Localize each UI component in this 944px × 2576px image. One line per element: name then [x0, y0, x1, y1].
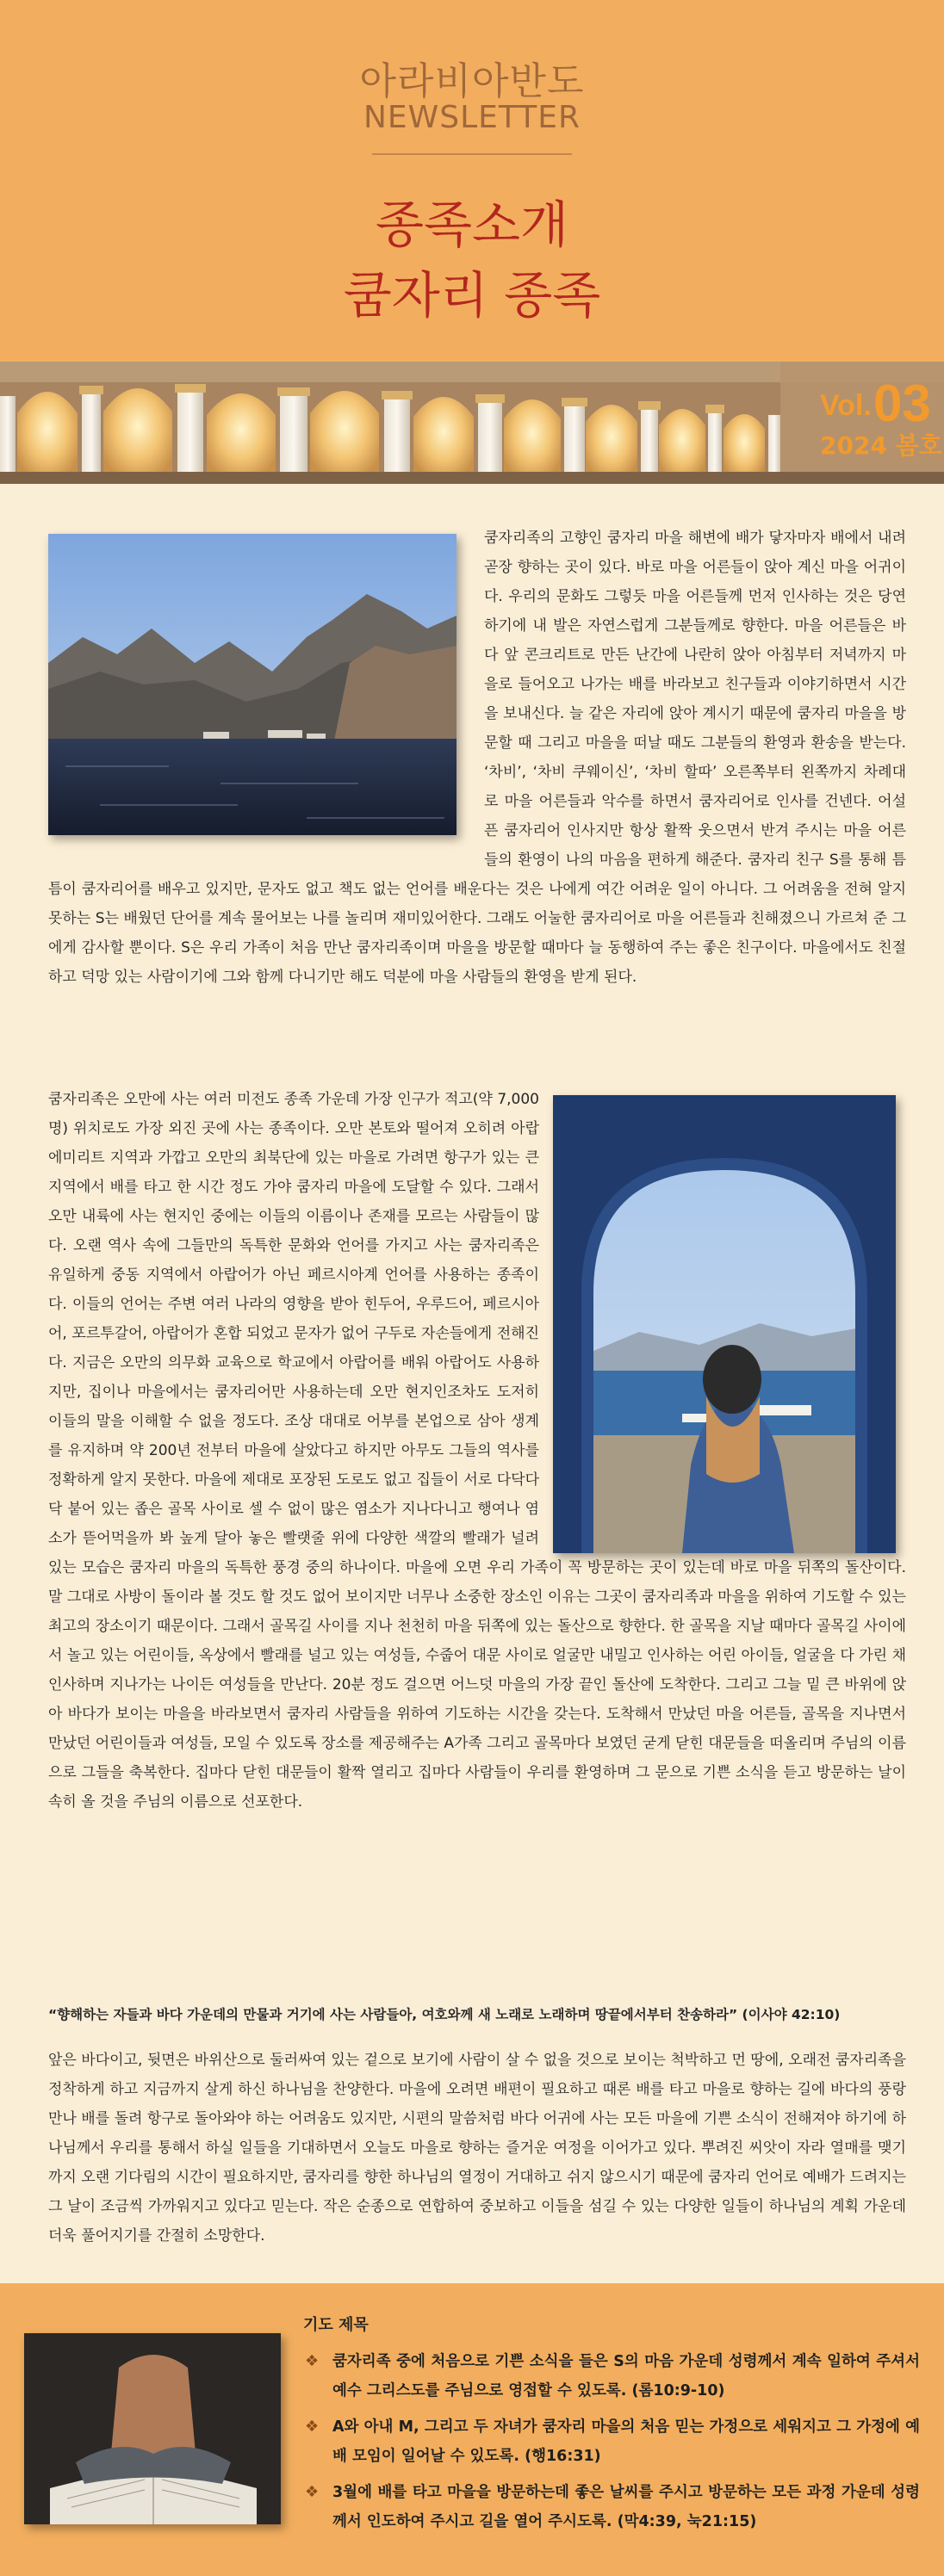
- article-paragraph-1: [48, 523, 906, 992]
- prayer-item-text: 쿰자리족 중에 처음으로 기쁜 소식을 들은 S의 마음 가운데 성령께서 계속 일하여 주셔서 예수 그리스도를 주님으로 영접할 수 있도록. (롬10:9-10): [332, 2353, 920, 2400]
- volume-label: Vol.: [820, 389, 872, 422]
- article-paragraph-1-text: 쿰자리족의 고향인 쿰자리 마을 해변에 배가 닿자마자 배에서 내려 곧장 향하는 곳이 있다. 바로 마을 어른들이 앉아 계신 마을 어귀이다. 우리의 문화도 그렇듯 마을 어른들께 먼저 인사하는 것은 당연하기에 내 발은 자연스럽게 그분들께로 향한다. 마을 어른들은 바다 앞 콘크리트로 만든 난간에 나란히 앉아 아침부터 저녁까지 마을로 들어오고 나가는 배를 바라보고 친구들과 이야기하면서 시간을 보내신다. 늘 같은 자리에 앉아 계시기 때문에 쿰자리 마을을 방문할 때 그리고 마을을 떠날 때도 그분들의 환영과 환송을 받는다. ‘차비’, ‘차비 쿠웨이신’, ‘차비 할따’ 오른쪽부터 왼쪽까지 차례대로 마을 어른들과 악수를 하면서 쿰자리어로 인사를 건넨다. 어설픈 쿰자리어 인사지만 항상 활짝 웃으면서 반겨 주시는 마을 어른들의 환영이 나의 마음을 편하게 해준다. 쿰자리 친구 S를 통해 틈틈이 쿰자리어를 배우고 있지만, 문자도 없고 책도 없는 언어를 배운다는 것은 나에게 여간 어려운 일이 아니다. 그 어려움을 전혀 알지 못하는 S는 배웠던 단어를 계속 물어보는 나를 놀리며 재미있어한다. 그래도 어눌한 쿰자리어로 마을 어른들과 친해졌으니 가르쳐 준 그에게 감사할 뿐이다. S은 우리 가족이 처음 만난 쿰자리족이며 마을을 방문할 때마다 늘 동행하여 주는 좋은 친구이다. 마을에서도 친절하고 덕망 있는 사람이기에 그와 함께 다니기만 해도 덕분에 마을 사람들의 환영을 받게 된다.: [48, 529, 906, 986]
- article-paragraph-3: [48, 2046, 906, 2251]
- scripture-quote: “향해하는 자들과 바다 가운데의 만물과 거기에 사는 사람들아, 여호와께 새 노래로 노래하며 땅끝에서부터 찬송하라” (이사야 42:10): [48, 2007, 841, 2022]
- diamond-bullet-icon: ❖: [305, 2483, 320, 2501]
- photo-spacer: [539, 1085, 906, 1553]
- header: [0, 0, 944, 362]
- article-paragraph-2: [48, 1085, 906, 1817]
- page-title-line2: 쿰자리 종족: [343, 266, 601, 325]
- banner-arches-image: [0, 362, 944, 484]
- brand-korean: 아라비아반도: [359, 59, 585, 103]
- prayer-title: 기도 제목: [303, 2316, 369, 2334]
- brand-newsletter: NEWSLETTER: [363, 100, 581, 135]
- issue-season: 2024 봄호: [820, 431, 942, 460]
- prayer-item: [303, 2347, 920, 2406]
- photo-spacer: [48, 523, 484, 851]
- header-divider: [372, 153, 572, 155]
- diamond-bullet-icon: ❖: [305, 2418, 320, 2436]
- photo-praying-hands: [24, 2333, 281, 2524]
- article-paragraph-2-text: 쿰자리족은 오만에 사는 여러 미전도 종족 가운데 가장 인구가 적고(약 7,000명) 위치로도 가장 외진 곳에 사는 종족이다. 오만 본토와 떨어져 오히려 아랍에미리트 지역과 가깝고 오만의 최북단에 있는 마을로 가려면 항구가 있는 큰 지역에서 배를 타고 한 시간 정도 가야 쿰자리 마을에 도달할 수 있다. 그래서 오만 내륙에 사는 현지인 중에는 이들의 이름이나 존재를 모르는 사람들이 많다. 오랜 역사 속에 그들만의 독특한 문화와 언어를 가지고 사는 쿰자리족은 유일하게 중동 지역에서 아랍어가 아닌 페르시아계 언어를 사용하는 종족이다. 이들의 언어는 주변 여러 나라의 영향을 받아 힌두어, 우루드어, 페르시아어, 포르투갈어, 아랍어가 혼합 되었고 문자가 없어 구두로 자손들에게 전해진다. 지금은 오만의 의무화 교육으로 학교에서 아랍어를 배워 아랍어도 사용하지만, 집이나 마을에서는 쿰자리어만 사용하는데 오만 현지인조차도 도저히 이들의 말을 이해할 수 없을 정도다. 조상 대대로 어부를 본업으로 삼아 생계를 유지하며 약 200년 전부터 마을에 살았다고 하지만 아무도 그들의 역사를 정확하게 알지 못한다. 마을에 제대로 포장된 도로도 없고 집들이 서로 다닥다닥 붙어 있는 좁은 골목 사이로 셀 수 없이 많은 염소가 지나다니고 행여나 염소가 뜯어먹을까 봐 높게 달아 놓은 빨랫줄 위에 다양한 색깔의 빨래가 널려 있는 모습은 쿰자리 마을의 독특한 풍경 중의 하나이다. 마을에 오면 우리 가족이 꼭 방문하는 곳이 있는데 바로 마을 뒤쪽의 돌산이다. 말 그대로 사방이 돌이라 볼 것도 할 것도 없어 보이지만 너무나 소중한 장소인 이유는 그곳이 쿰자리족과 마을을 위하여 기도할 수 있는 최고의 장소이기 때문이다. 그래서 골목길 사이를 지나 천천히 마을 뒤쪽에 있는 돌산으로 향한다. 한 골목을 지날 때마다 골목길 사이에서 놀고 있는 어린이들, 옥상에서 빨래를 널고 있는 여성들, 수줍어 대문 사이로 얼굴만 내밀고 인사하는 어린 아이들, 얼굴을 다 가린 채 인사하며 지나가는 나이든 여성들을 만난다. 20분 정도 걸으면 어느덧 마을의 가장 끝인 돌산에 도착한다. 그리고 그늘 밑 큰 바위에 앉아 바다가 보이는 마을을 바라보면서 쿰자리 사람들을 위하여 기도하는 시간을 갖는다. 도착해서 만났던 마을 어른들, 골목을 지나면서 만났던 어린이들과 여성들, 모일 수 있도록 장소를 제공해주는 A가족 그리고 골목마다 보였던 굳게 닫힌 대문들을 떠올리며 주님의 이름으로 그들을 축복한다. 집마다 닫힌 대문들이 활짝 열리고 집마다 사람들이 우리를 환영하며 그 문으로 기쁜 소식을 듣고 방문하는 날이 속히 올 것을 주님의 이름으로 선포한다.: [48, 1091, 906, 1811]
- article-paragraph-3-text: 앞은 바다이고, 뒷면은 바위산으로 둘러싸여 있는 겉으로 보기에 사람이 살 수 없을 것으로 보이는 척박하고 먼 땅에, 오래전 쿰자리족을 정착하게 하고 지금까지 살게 하신 하나님을 찬양한다. 마을에 오려면 배편이 필요하고 때론 배를 타고 마을로 향하는 길에 바다의 풍랑 만나 배를 돌려 항구로 돌아와야 하는 어려움도 있지만, 시편의 말씀처럼 바다 어귀에 사는 모든 마을에 기쁜 소식이 전해져야 하기에 하나님께서 우리를 통해서 하실 일들을 기대하면서 오늘도 마을로 향하는 즐거운 여정을 이어가고 있다. 뿌려진 씨앗이 자라 열매를 맺기까지 오랜 기다림의 시간이 필요하지만, 쿰자리를 향한 하나님의 열정이 거대하고 쉬지 않으시기 때문에 쿰자리 언어로 예배가 드려지는 그 날이 조금씩 가까워지고 있다고 믿는다. 작은 순종으로 연합하여 중보하고 이들을 섬길 수 있는 다양한 일들이 하나님의 계획 가운데 더욱 풀어지기를 간절히 소망한다.: [48, 2052, 906, 2245]
- prayer-item: [303, 2412, 920, 2471]
- volume-number: 03: [873, 375, 931, 432]
- prayer-list: [303, 2347, 920, 2543]
- prayer-item: [303, 2478, 920, 2536]
- prayer-item-text: A와 아내 M, 그리고 두 자녀가 쿰자리 마을의 처음 믿는 가정으로 세워지고 그 가정에 예배 모임이 일어날 수 있도록. (행16:31): [332, 2418, 920, 2465]
- diamond-bullet-icon: ❖: [305, 2352, 320, 2370]
- page-title-line1: 종족소개: [375, 195, 569, 254]
- prayer-item-text: 3월에 배를 타고 마을을 방문하는데 좋은 날씨를 주시고 방문하는 모든 과정 가운데 성령께서 인도하여 주시고 길을 열어 주시도록. (막4:39, 눅21:15): [332, 2484, 920, 2530]
